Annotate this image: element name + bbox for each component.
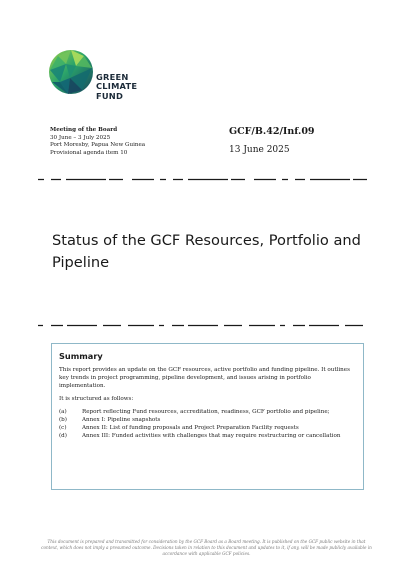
meeting-info <box>50 127 145 157</box>
list-text: Annex I: Pipeline snapshots <box>82 417 161 423</box>
list-text: Annex III: Funded activities with challenges that may require restructuring or cancellation <box>82 433 341 439</box>
logo-line-green: GREEN <box>96 72 129 82</box>
list-text: Report reflecting Fund resources, accreditation, readiness, GCF portfolio and pipeline; <box>82 409 330 415</box>
summary-box <box>51 343 364 490</box>
document-title: Status of the GCF Resources, Portfolio and Pipeline <box>52 232 361 271</box>
bottom-dashed-rule <box>38 324 368 327</box>
list-marker: (d) <box>59 433 67 439</box>
logo-line-climate: CLIMATE <box>96 81 138 92</box>
gcf-logo <box>48 48 158 110</box>
list-marker: (a) <box>59 409 67 415</box>
list-item <box>59 424 356 432</box>
list-item <box>59 432 356 440</box>
globe-icon <box>48 48 94 96</box>
top-dashed-rule <box>38 178 368 181</box>
agenda-item: Provisional agenda item 10 <box>50 149 128 156</box>
meeting-dates: 30 June – 3 July 2025 <box>50 134 111 141</box>
summary-heading: Summary <box>59 351 103 361</box>
meeting-location: Port Moresby, Papua New Guinea <box>50 142 146 148</box>
list-marker: (b) <box>59 417 67 423</box>
summary-structure: It is structured as follows: <box>59 396 134 402</box>
list-marker: (c) <box>59 425 67 431</box>
meeting-label: Meeting of the Board <box>50 127 118 133</box>
list-item <box>59 408 356 416</box>
document-code: GCF/B.42/Inf.09 <box>229 126 315 137</box>
logo-wordmark <box>96 73 137 101</box>
document-date: 13 June 2025 <box>229 145 290 155</box>
summary-intro: This report provides an update on the GCF resources, active portfolio and funding pipeline. It outlines key trends in project programming, pipeline development, and issues arising in portfolio implementation. <box>59 367 350 389</box>
list-text: Annex II: List of funding proposals and Project Preparation Facility requests <box>82 425 299 431</box>
list-item <box>59 416 356 424</box>
summary-list <box>59 408 356 440</box>
logo-line-fund: FUND <box>96 90 124 101</box>
footer-disclaimer: This document is prepared and transmitted for consideration by the GCF Board as a Board meeting. It is published on the GCF public website in that context, which does not imply a presumed outcome. Decisions taken in relation to this document and updates to it, if any, will be made publicly available in accordance with applicable GCF policies. <box>41 539 372 556</box>
